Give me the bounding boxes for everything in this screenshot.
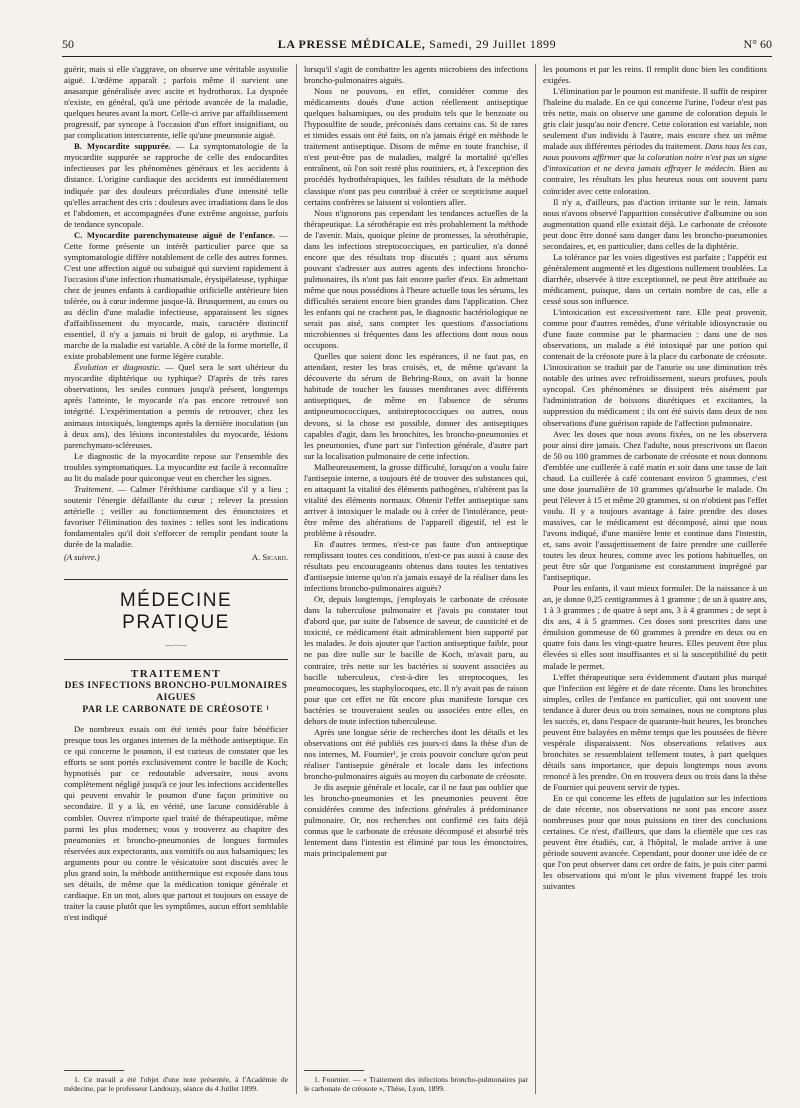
column-right	[543, 64, 767, 1094]
article-title-line: TRAITEMENT	[130, 668, 222, 681]
paragraph: En ce qui concerne les effets de jugulation sur les infections de date récente, nos observations ne sont pas encore assez nombreuses pour que nous puissions en tirer des conclusions certaines. Ce n'est, d'ailleurs, que dans la clientèle que ces cas peuvent être étudiés, car, à l'hôpital, le malade arrive à une période souvent avancée. Cependant, pour donner une idée de ce que l'on peut observer dans cet ordre de faits, je puis citer parmi les observations qui m'ont le plus vivement frappé les trois suivantes	[543, 793, 767, 892]
paragraph-text: — Calmer l'éréthisme cardiaque s'il y a lieu ; soutenir l'énergie défaillante du cœur ; relever la pression artérielle ; veiller au fonctionnement des émonctoires et favoriser l'élimination des toxines : telles sont les indications fondamentales qu'il doit s'efforcer de remplir pendant toute la durée de la maladie.	[64, 483, 288, 550]
article-title-line: AIGUES	[156, 693, 196, 704]
paragraph-text: L'élimination par le poumon est manifeste. Il suffit de respirer l'haleine du malade. En ce qui concerne l'urine, l'odeur n'est pas très nette, mais on observe une gamme de coloration depuis le gris clair jusqu'au noir d'encre. Cette coloration est variable, non seulement d'un individu à l'autre, mais encore chez un même malade aux différentes périodes du traitement.	[543, 86, 767, 152]
emphasized-text: Dans tous les cas, nous pouvons affirmer que la coloration noire n'est pas un signe d'intoxication et ne devra jamais effrayer le médecin.	[543, 141, 767, 174]
paragraph: De nombreux essais ont été tentés pour faire bénéficier presque tous les organes internes de la méthode antiseptique. En ce qui concerne le poumon, il est curieux de constater que les efforts se sont portés exclusivement contre le bacille de Koch; hypnotisés par ce redoutable adversaire, nous avons complètement négligé jusqu'à ce jour les infections accidentelles qui peuvent envahir le poumon d'une façon primitive ou secondaire. Il y a là, en vérité, une lacune considérable à combler. Ouvrez n'importe quel traité de thérapeutique, même parmi les plus modernes; vous y trouverez au chapitre des pneumonies et broncho-pneumonies de longues formules réservées aux expectorants, aux vomitifs ou aux balsamiques; les arguments pour ou contre le vésicatoire sont discutés avec le plus grand soin, la méthode antithermique est exposée dans tous ses détails, de même que la médication tonique générale et cardiaque. En un mot, alors que partout et toujours on essaye de traiter la cause plutôt que les symptômes, aucun effort semblable n'est indiqué	[64, 724, 288, 922]
paragraph	[64, 141, 288, 229]
paragraph: les poumons et par les reins. Il remplit donc bien les conditions exigées.	[543, 64, 767, 86]
issue-date: Samedi, 29 Juillet 1899	[425, 37, 557, 51]
paragraph	[64, 484, 288, 550]
ornament: —·—	[165, 640, 187, 651]
article-title-line: DES INFECTIONS BRONCHO-PULMONAIRES	[64, 681, 288, 692]
footnote-area	[304, 1062, 528, 1094]
paragraph	[64, 230, 288, 363]
footnote-area	[64, 1062, 288, 1094]
paragraph: Malheureusement, la grosse difficulté, lorsqu'on a voulu faire l'antisepsie interne, a toujours été de trouver des substances qui, en attaquant la vitalité des éléments pathogènes, n'altèrent pas la vitalité des éléments normaux. Obtenir l'effet antiseptique sans arriver à intoxiquer le malade ou à créer de l'intolérance, peut-être même des altérations de l'appareil digestif, tel est le problème à résoudre.	[304, 461, 528, 538]
subheading: C. Myocardite parenchymateuse aiguë de l'enfance.	[74, 229, 275, 240]
paragraph-text: — La symptomatologie de la myocardite suppurée se rapproche de celle des endocardites infectieuses par les phénomènes généraux et les accidents à distance. L'origine cardiaque des accidents est immédiatement indiquée par des douleurs précordiales d'une intensité telle qu'elles arrachent des cris : douleurs avec irradiations dans le dos et l'abdomen, et accompagnées d'une extrême angoisse, parfois de tendance syncopale.	[64, 141, 288, 229]
header-rule	[62, 56, 772, 57]
paragraph: Pour les enfants, il vaut mieux formuler. De la naissance à un an, je donne 0,25 centigrammes à 1 gramme ; de un à quatre ans, 1 à 3 grammes ; de quatre à sept ans, 3 à 4 grammes ; de sept à dix ans, 4 à 5 grammes. Ces doses sont prescrites dans une émulsion gommeuse de 60 grammes à prendre en deux ou en quatre fois dans les vingt-quatre heures. Elles peuvent être plus élevées si elles sont insuffisantes et si la susceptibilité du petit malade le permet.	[543, 583, 767, 671]
paragraph: guérir, mais si elle s'aggrave, on observe une véritable asystolie aiguë. L'œdème apparaît ; parfois même il survient une anasarque généralisée avec ascite et hydrothorax. La dyspnée n'existe, en général, qu'à une période avancée de la maladie, quelques heures avant la mort. Celle-ci arrive par affaiblissement progressif, par syncope à l'occasion d'un effort insignifiant, ou par complication intercurrente, telle qu'une pneumonie aiguë.	[64, 64, 288, 141]
issue-number: N° 60	[743, 37, 772, 51]
paragraph	[64, 362, 288, 450]
signature-line	[64, 552, 288, 563]
to-be-continued: (A suivre.)	[64, 552, 100, 563]
running-title	[62, 36, 772, 52]
paragraph: Il n'y a, d'ailleurs, pas d'action irritante sur le rein. Jamais nous n'avons observé l'apparition consécutive d'albumine ou son augmentation quand elle existait déjà. Le carbonate de créosote peut donc être donné sans danger dans les broncho-pneumonies secondaires, et, en particulier, dans celles de la diphtérie.	[543, 196, 767, 251]
footnote: 1. Fournier. — « Traitement des infections broncho-pulmonaires par le carbonate de créosote », Thèse, Lyon, 1899.	[304, 1074, 528, 1094]
paragraph: En d'autres termes, n'est-ce pas faute d'un antiseptique remplissant toutes ces conditions, n'est-ce pas aussi à cause des résultats peu encourageants obtenus dans toutes les tentatives d'antisepsie interne qu'on n'a jamais essayé de la réaliser dans les infections broncho-pulmonaires aiguës?	[304, 539, 528, 594]
paragraph: La tolérance par les voies digestives est parfaite ; l'appétit est généralement augmenté et les digestions nullement troublées. La diarrhée, observée à titre exceptionnel, ne peut être attribuée au médicament, puisque, dans un certain nombre de cas, elle a cessé sous son influence.	[543, 251, 767, 306]
paragraph: Le diagnostic de la myocardite repose sur l'ensemble des troubles symptomatiques. La myocardite est facile à reconnaître au lit du malade pour quiconque veut en chercher les signes.	[64, 450, 288, 483]
paragraph-text: — Cette forme présente un intérêt particulier parce que sa symptomatologie diffère notablement de celle des autres formes. C'est une affection aiguë ou subaiguë qui survient rapidement à l'occasion d'une infection rhumatismale, érysipélateuse, typhique chez de jeunes enfants à cardiopathie orificielle antérieure bien tolérée, ou à cœur indemne jusque-là. Brusquement, au cours ou au déclin d'une maladie infectieuse, apparaissent les signes d'affaiblissement du myocarde, mais, caractère distinctif essentiel, il n'y a jamais ni bruit de galop, ni arythmie. La marche de la maladie est variable. A côté de la forme mortelle, il existe probablement une forme légère curable.	[64, 229, 288, 362]
journal-name: LA PRESSE MÉDICALE,	[277, 37, 426, 51]
paragraph: lorsqu'il s'agit de combattre les agents microbiens des infections broncho-pulmonaires aiguës.	[304, 64, 528, 86]
paragraph	[543, 86, 767, 196]
footnote-rule	[304, 1070, 364, 1071]
paragraph: Or, depuis longtemps, j'employais le carbonate de créosote dans la tuberculose pulmonaire et j'avais pu constater tout d'abord que, par suite de l'absence de saveur, de causticité et de toxicité, ce médicament était admirablement bien supporté par les malades. Je dois ajouter que l'action antiseptique faible, pour ne pas dire nulle sur le bacille de Koch, m'avait paru, au contraire, très nette sur les bactéries si souvent associées au bacille tuberculeux, c'est-à-dire les streptocoques, les pneumocoques, les staphylocoques, etc. Il n'y avait pas de raison pour que cet effet ne fût encore plus manifeste lorsque ces bactéries se trouveraient seules ou associées entre elles, en dehors de toute infection tuberculeuse.	[304, 594, 528, 726]
article-title-line: PAR LE CARBONATE DE CRÉOSOTE ¹	[82, 705, 270, 716]
paragraph-text: Bien au contraire, les résultats les plus heureux nous ont souvent paru coïncider avec cette coloration.	[543, 163, 767, 196]
column-middle	[304, 64, 528, 1094]
column-separator	[535, 64, 536, 1094]
column-left	[64, 64, 288, 1094]
paragraph: L'intoxication est excessivement rare. Elle peut provenir, comme pour d'autres remèdes, d'une véritable idiosyncrasie ou d'une faute commise par le pharmacien : dans une de nos observations, un malade a été intoxiqué par une potion qui contenait de la créosote pure à la place du carbonate de créosote. L'intoxication se traduit par de l'anurie ou une diminution très notable des urines avec refroidissement, sueurs profuses, pouls syncopal. Ces phénomènes se dissipent très aisément par l'administration de boissons diurétiques et excitantes, la suppression du médicament ; ils ont été suivis dans deux de nos observations d'une guérison rapide de l'affection pulmonaire.	[543, 307, 767, 428]
author-signature: A. Sicard.	[251, 552, 288, 563]
footnote: 1. Ce travail a été l'objet d'une note présentée, à l'Académie de médecine, par le professeur Landouzy, séance du 4 Juillet 1899.	[64, 1074, 288, 1094]
paragraph: Nous n'ignorons pas cependant les tendances actuelles de la thérapeutique. La sérothérapie est très probablement la méthode de l'avenir. Mais, quoique pleine de promesses, la sérothérapie, dans les infections streptococciques, en particulier, n'a donné encore que des résultats trop discutés ; quant aux sérums pouvant s'adresser aux autres agents des infections broncho-pulmonaires, ils n'ont pas fait encore parler d'eux. En admettant même que nous possédions à l'heure actuelle tous les sérums, les difficultés seraient encore bien grandes dans l'application. Chez les enfants qui ne crachent pas, le diagnostic bactériologique ne serait pas aisé, sans compter les questions d'associations microbiennes si fréquentes dans les affections dont nous nous occupons.	[304, 207, 528, 351]
subheading: Traitement.	[74, 483, 114, 494]
page-header	[62, 36, 772, 52]
page-number: 50	[62, 37, 74, 51]
subheading: Évolution et diagnostic.	[74, 362, 161, 373]
article-title	[64, 668, 288, 716]
paragraph: Après une longue série de recherches dont les détails et les observations ont été publiés ces jours-ci dans la thèse d'un de nos internes, M. Fournier¹, je crois pouvoir conclure qu'on peut réaliser l'antisepsie générale et locale dans les infections broncho-pulmonaires aiguës au moyen du carbonate de créosote.	[304, 726, 528, 781]
section-header	[64, 579, 288, 660]
paragraph-text: — Quel sera le sort ultérieur du myocardite diphtérique ou typhique? D'après de très rares observations, les seules connues jusqu'à présent, longtemps après l'atteinte, le myocarde n'a pas encore retrouvé son intégrité. L'expérimentation a permis de retrouver, chez les animaux intoxiqués, longtemps après la dernière inoculation (un à deux ans), des lésions incontestables du myocarde, lésions parenchymato-scléreuses.	[64, 362, 288, 450]
footnote-rule	[64, 1070, 124, 1071]
paragraph: Je dis asepsie générale et locale, car il ne faut pas oublier que les broncho-pneumonies et les pneumonies peuvent être considérées comme des infections générales à prédominance pulmonaire. Or, nos recherches ont confirmé ces faits déjà connus que le carbonate de créosote décomposé et absorbé très lentement dans l'intestin est éliminé par tous les émonctoires, mais principalement par	[304, 782, 528, 859]
paragraph: Nous ne pouvons, en effet, considérer comme des médicaments doués d'une action réellement antiseptique quelques balsamiques, ou des produits tels que le benzoate ou l'hyposulfite de soude, préconisés dans certains cas. Si de rares et timides essais ont été faits, on n'a jamais érigé en méthode le traitement antiseptique. Disons de même en toute franchise, il n'est peut-être pas de maladies, malgré la mortalité qu'elles entraînent, où l'on soit resté plus routiniers, et, à l'exception des procédés hydrothérapiques, les faibles résultats de la méthode classique n'ont pas peu contribué à créer ce scepticisme auquel certains confrères se laissent si volontiers aller.	[304, 86, 528, 207]
paragraph: Avec les doses que nous avons fixées, on ne les observera pour ainsi dire jamais. Chez l'adulte, nous prescrivons un flacon de 50 ou 100 grammes de carbonate de créosote et nous donnons d'emblée une cuillerée à café matin et soir dans une tasse de lait chaud. La cuillerée à café contenant environ 5 grammes, c'est une dose journalière de 10 grammes qu'absorbe le malade. On peut l'élever à 15 et même 20 grammes, si on n'obtient pas l'effet voulu. Il y a toujours avantage à faire prendre des doses massives, car le médicament est décomposé, ainsi que nous l'avons indiqué, d'une manière lente et continue dans l'intestin, et, sans avoir l'assujettissement de faire prendre une cuillerée toutes les deux heures, comme avec les potions habituelles, on peut être sûr que l'organisme est constamment imprégné par l'antiseptique.	[543, 428, 767, 583]
paragraph: L'effet thérapeutique sera évidemment d'autant plus marqué que l'infection est légère et de date récente. Dans les bronchites simples, celles de l'enfance en particulier, qui ont souvent une tendance à durer deux ou trois semaines, nous ne comptons plus les succès, et, dans l'espace de quarante-huit heures, les bronches peuvent être balayées en même temps que les poussées de fièvre vespérale disparaissent. Nos observations relatives aux bronchites se ressemblaient tellement toutes, à part quelques détails sans importance, que depuis longtemps nous avons renoncé à les prendre. On en trouvera deux ou trois dans la thèse de Fournier qui peuvent servir de types.	[543, 671, 767, 793]
column-separator	[296, 64, 297, 1094]
paragraph: Quelles que soient donc les espérances, il ne faut pas, en attendant, rester les bras croisés, et, de même qu'avant la découverte du sérum de Behring-Roux, on avait la bonne habitude de toucher les fausses membranes avec différents antiseptiques, de même en l'absence de sérums antipneumococciques, antistreptococciques ou autres, nous devons, si la chose est possible, donner des antiseptiques capables d'agir, dans les bronchites, les broncho-pneumonies et les pneumonies, d'une part sur l'infection générale, d'autre part sur la localisation pulmonaire de cette infection.	[304, 351, 528, 461]
subheading: B. Myocardite suppurée.	[74, 141, 171, 152]
section-title: MÉDECINE PRATIQUE	[119, 590, 233, 634]
